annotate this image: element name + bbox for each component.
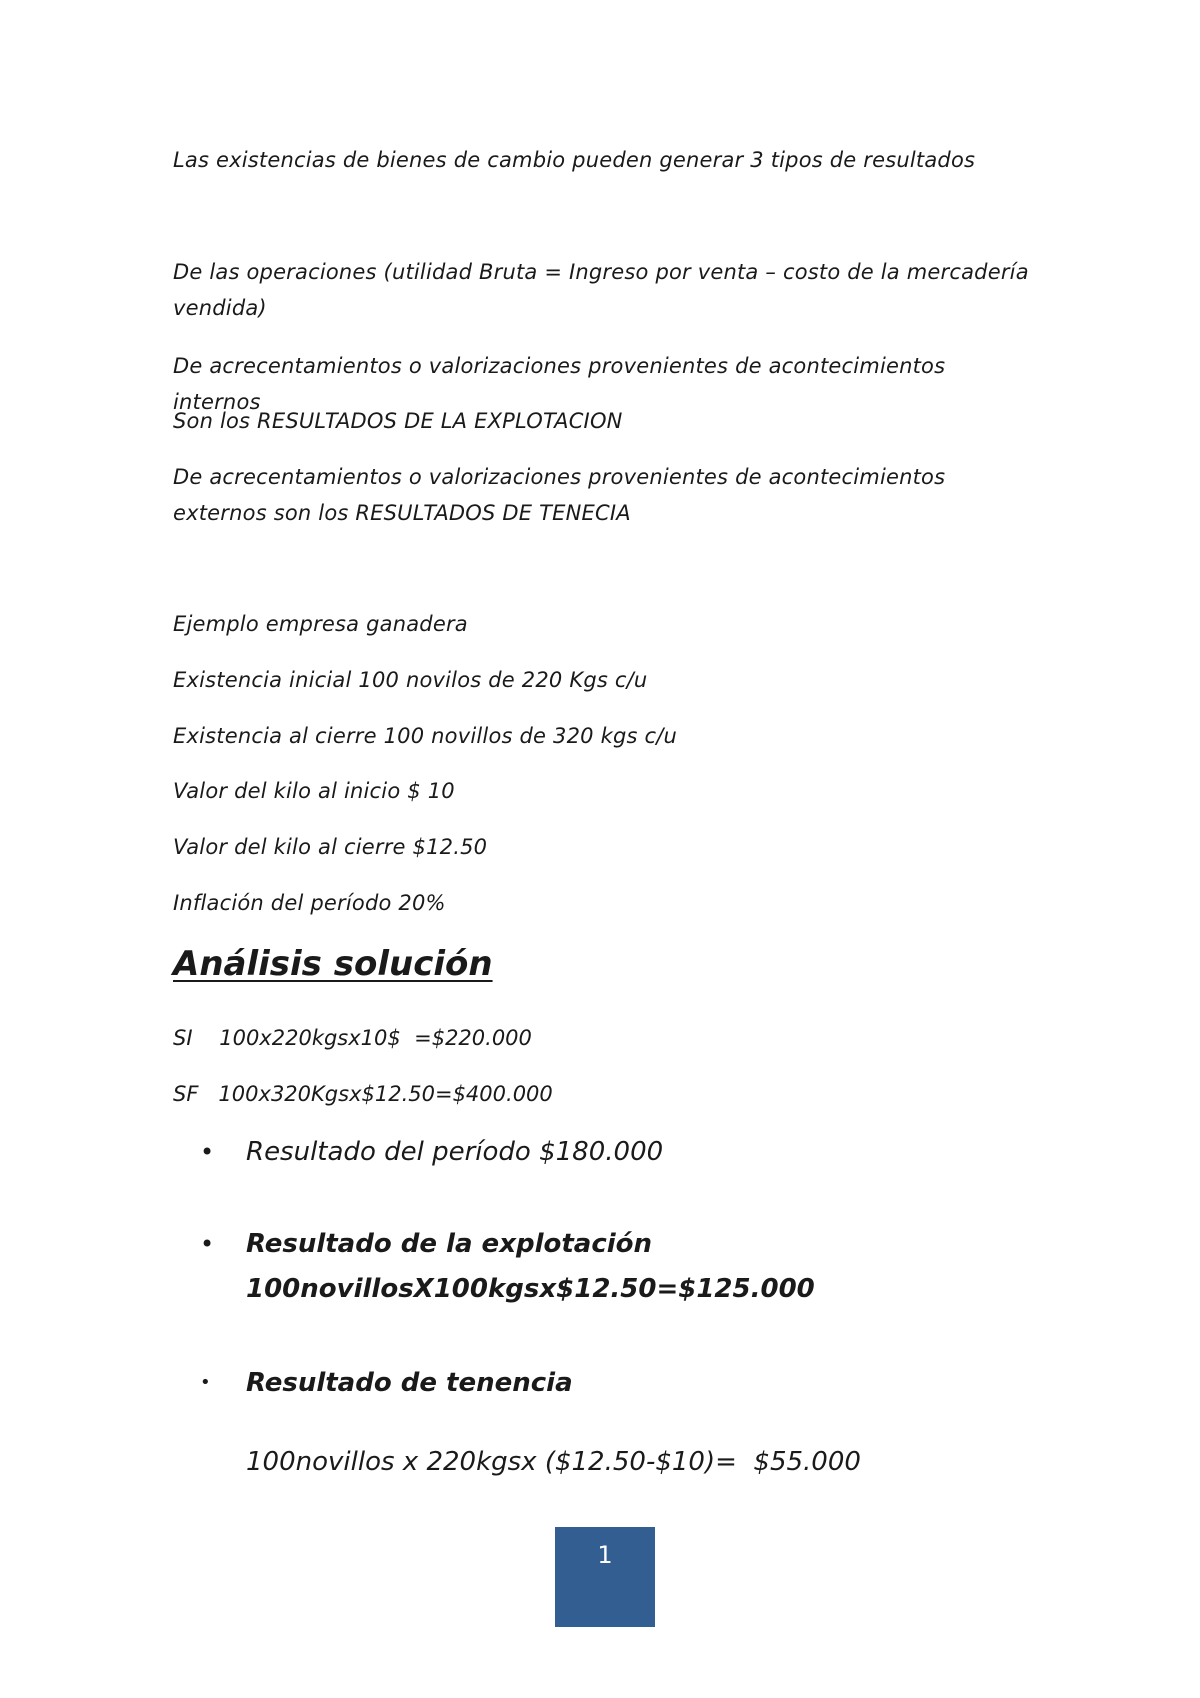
si-calculation: SI 100x220kgsx10$ =$220.000 (173, 1026, 532, 1050)
result-explotacion-calc: 100novillosX100kgsx$12.50=$125.000 (246, 1274, 815, 1304)
sf-calculation: SF 100x320Kgsx$12.50=$400.000 (173, 1082, 553, 1106)
internos-paragraph: De acrecentamientos o valorizaciones provenientes de acontecimientos internos (173, 354, 946, 414)
existencia-inicial: Existencia inicial 100 novilos de 220 Kgs c/u (173, 668, 648, 692)
result-tenencia-label: Resultado de tenencia (246, 1368, 573, 1398)
bullet-icon: • (200, 1372, 211, 1393)
explotacion-paragraph: Son los RESULTADOS DE LA EXPLOTACION (173, 409, 623, 433)
operaciones-paragraph: De las operaciones (utilidad Bruta = Ingreso por venta – costo de la mercadería vendida) (173, 260, 1029, 320)
result-explotacion-item (200, 1222, 1020, 1312)
bullet-icon: • (200, 1230, 215, 1258)
valor-cierre: Valor del kilo al cierre $12.50 (173, 835, 488, 859)
bullet-icon: • (200, 1138, 215, 1166)
page-number: 1 (597, 1541, 613, 1569)
analysis-heading: Análisis solución (173, 944, 493, 984)
externos-paragraph: De acrecentamientos o valorizaciones provenientes de acontecimientos externos son los RESULTADOS DE TENECIA (173, 465, 946, 525)
inflacion: Inflación del período 20% (173, 891, 446, 915)
result-periodo-text: Resultado del período $180.000 (246, 1137, 664, 1167)
existencia-cierre: Existencia al cierre 100 novillos de 320 kgs c/u (173, 724, 678, 748)
example-title: Ejemplo empresa ganadera (173, 612, 468, 636)
result-explotacion-label: Resultado de la explotación (246, 1229, 653, 1259)
result-tenencia-item (200, 1361, 1020, 1406)
result-periodo-item (200, 1130, 1020, 1175)
intro-paragraph: Las existencias de bienes de cambio pueden generar 3 tipos de resultados (173, 148, 976, 172)
result-tenencia-calc: 100novillos x 220kgsx ($12.50-$10)= $55.000 (246, 1447, 861, 1477)
valor-inicio: Valor del kilo al inicio $ 10 (173, 779, 455, 803)
page-number-box (555, 1527, 655, 1627)
